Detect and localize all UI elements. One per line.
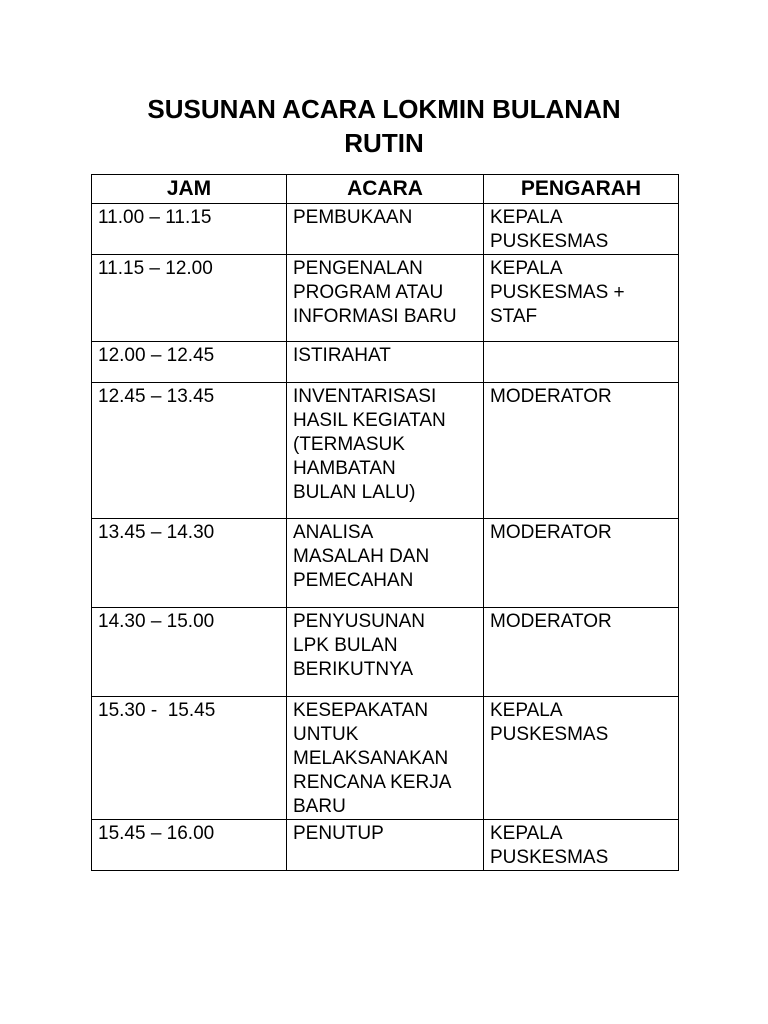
cell-jam: 15.30 - 15.45 bbox=[92, 697, 287, 820]
acara-line: BULAN LALU) bbox=[293, 482, 416, 503]
table-row bbox=[92, 204, 679, 255]
pengarah-line: PUSKESMAS + bbox=[490, 282, 625, 303]
table-row bbox=[92, 820, 679, 871]
pengarah-line: KEPALA bbox=[490, 823, 563, 844]
header-jam: JAM bbox=[92, 175, 287, 204]
cell-acara bbox=[287, 820, 484, 871]
pengarah-line: KEPALA bbox=[490, 700, 563, 721]
pengarah-line: KEPALA bbox=[490, 207, 563, 228]
cell-jam: 11.00 – 11.15 bbox=[92, 204, 287, 255]
acara-line: PROGRAM ATAU bbox=[293, 282, 444, 303]
acara-line: (TERMASUK bbox=[293, 434, 405, 455]
acara-line: BERIKUTNYA bbox=[293, 659, 414, 680]
pengarah-line: MODERATOR bbox=[490, 386, 612, 407]
table-row bbox=[92, 342, 679, 383]
cell-acara bbox=[287, 697, 484, 820]
acara-line: PEMECAHAN bbox=[293, 570, 414, 591]
acara-line: HAMBATAN bbox=[293, 458, 396, 479]
table-row bbox=[92, 697, 679, 820]
acara-line: BARU bbox=[293, 796, 346, 817]
header-acara: ACARA bbox=[287, 175, 484, 204]
acara-line: LPK BULAN bbox=[293, 635, 398, 656]
cell-jam: 13.45 – 14.30 bbox=[92, 519, 287, 608]
cell-pengarah bbox=[484, 697, 679, 820]
pengarah-line: MODERATOR bbox=[490, 522, 612, 543]
table-row bbox=[92, 519, 679, 608]
acara-line: PENUTUP bbox=[293, 823, 384, 844]
cell-pengarah bbox=[484, 820, 679, 871]
acara-line: ANALISA bbox=[293, 522, 374, 543]
cell-acara bbox=[287, 204, 484, 255]
cell-jam: 15.45 – 16.00 bbox=[92, 820, 287, 871]
cell-acara bbox=[287, 383, 484, 519]
cell-pengarah bbox=[484, 383, 679, 519]
cell-pengarah bbox=[484, 255, 679, 342]
pengarah-line: STAF bbox=[490, 306, 538, 327]
acara-line: RENCANA KERJA bbox=[293, 772, 452, 793]
table-header-row bbox=[92, 175, 679, 204]
cell-pengarah bbox=[484, 204, 679, 255]
acara-line: PENGENALAN bbox=[293, 258, 423, 279]
header-pengarah: PENGARAH bbox=[484, 175, 679, 204]
cell-pengarah bbox=[484, 519, 679, 608]
title-line-2: RUTIN bbox=[344, 128, 424, 158]
cell-pengarah bbox=[484, 608, 679, 697]
pengarah-line: KEPALA bbox=[490, 258, 563, 279]
table-row bbox=[92, 608, 679, 697]
title-line-1: SUSUNAN ACARA LOKMIN BULANAN bbox=[147, 94, 621, 124]
cell-jam: 12.45 – 13.45 bbox=[92, 383, 287, 519]
acara-line: PEMBUKAAN bbox=[293, 207, 413, 228]
pengarah-line: PUSKESMAS bbox=[490, 847, 609, 868]
table-row bbox=[92, 255, 679, 342]
cell-acara bbox=[287, 342, 484, 383]
schedule-body bbox=[92, 204, 679, 871]
document-title bbox=[0, 92, 768, 160]
cell-pengarah bbox=[484, 342, 679, 383]
acara-line: INVENTARISASI bbox=[293, 386, 437, 407]
pengarah-line: PUSKESMAS bbox=[490, 231, 609, 252]
acara-line: UNTUK bbox=[293, 724, 359, 745]
acara-line: MASALAH DAN bbox=[293, 546, 430, 567]
table-row bbox=[92, 383, 679, 519]
cell-acara bbox=[287, 608, 484, 697]
pengarah-line: MODERATOR bbox=[490, 611, 612, 632]
cell-acara bbox=[287, 519, 484, 608]
acara-line: MELAKSANAKAN bbox=[293, 748, 449, 769]
acara-line: PENYUSUNAN bbox=[293, 611, 425, 632]
acara-line: ISTIRAHAT bbox=[293, 345, 391, 366]
acara-line: KESEPAKATAN bbox=[293, 700, 429, 721]
pengarah-line: PUSKESMAS bbox=[490, 724, 609, 745]
acara-line: INFORMASI BARU bbox=[293, 306, 457, 327]
cell-acara bbox=[287, 255, 484, 342]
acara-line: HASIL KEGIATAN bbox=[293, 410, 446, 431]
schedule-table bbox=[91, 174, 679, 871]
cell-jam: 12.00 – 12.45 bbox=[92, 342, 287, 383]
cell-jam: 11.15 – 12.00 bbox=[92, 255, 287, 342]
cell-jam: 14.30 – 15.00 bbox=[92, 608, 287, 697]
